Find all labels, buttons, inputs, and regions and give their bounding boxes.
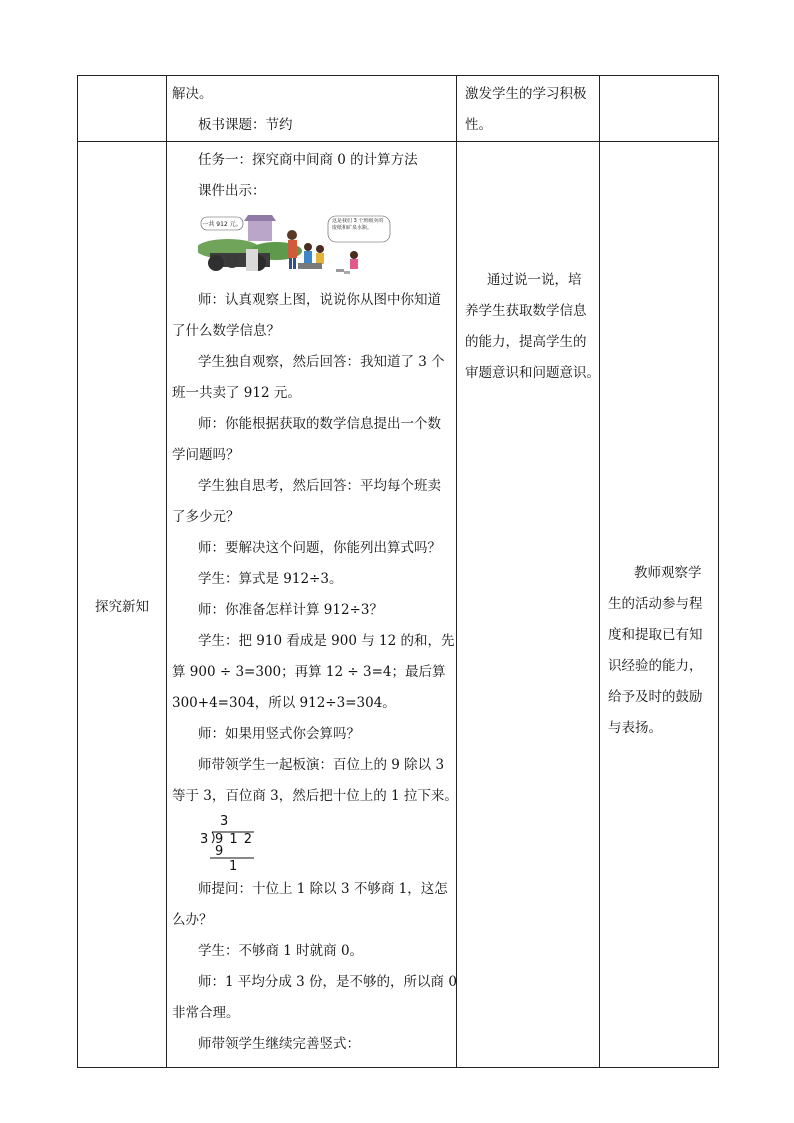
text-line: 师：你能根据获取的数学信息提出一个数	[198, 416, 441, 432]
speech-bubble-left: 一共 912 元。	[202, 221, 242, 228]
assessment-cell	[600, 142, 719, 1068]
activity-cell	[167, 76, 457, 142]
design-intent-cell	[457, 142, 600, 1068]
text-line: 师：如果用竖式你会算吗？	[198, 726, 360, 742]
text-line: 激发学生的学习积极	[465, 86, 587, 102]
text-line: 教师观察学	[634, 565, 702, 581]
text-line: 师带领学生继续完善竖式：	[198, 1036, 360, 1052]
text-line: 算 900 ÷ 3=300；再算 12 ÷ 3=4；最后算	[172, 664, 446, 680]
text-line: 课件出示：	[198, 183, 266, 199]
text-line: 给予及时的鼓励	[608, 689, 703, 705]
text-line: 300+4=304，所以 912÷3=304。	[172, 695, 396, 711]
stage-cell-empty	[78, 76, 167, 142]
text-line: 学生独自思考，然后回答：平均每个班卖	[198, 478, 441, 494]
text-line: 师：要解决这个问题，你能列出算式吗？	[198, 540, 441, 556]
remainder: 1	[229, 859, 238, 874]
text-line: 养学生获取数学信息	[465, 303, 587, 319]
text-line: 的能力，提高学生的	[465, 334, 587, 350]
divisor: 3	[200, 832, 209, 847]
text-line: 师：你准备怎样计算 912÷3？	[198, 602, 383, 618]
text-line: 等于 3，百位商 3，然后把十位上的 1 拉下来。	[172, 788, 458, 804]
text-line: 通过说一说，培	[487, 272, 582, 288]
text-line: 班一共卖了 912 元。	[172, 385, 301, 401]
stage-label: 探究新知	[78, 142, 167, 1068]
text-line: 性。	[465, 117, 492, 133]
dividend: 9 1 2	[215, 832, 254, 847]
text-line: 学问题吗？	[172, 447, 240, 463]
purpose-cell	[457, 76, 600, 142]
text-line: 学生：不够商 1 时就商 0。	[198, 943, 364, 959]
table-row-explore	[78, 142, 719, 1068]
recycling-illustration	[198, 213, 394, 279]
activity-cell	[167, 142, 457, 1068]
text-line: 生的活动参与程	[608, 596, 703, 612]
assessment-cell-empty	[600, 76, 719, 142]
text-line: 与表扬。	[608, 720, 662, 736]
text-line: 师：1 平均分成 3 份，是不够的，所以商 0	[198, 974, 457, 990]
long-division	[198, 812, 278, 874]
text-line: 了什么数学信息？	[172, 323, 280, 339]
text-line: 解决。	[172, 86, 213, 102]
text-line: 学生：把 910 看成是 900 与 12 的和，先	[198, 633, 455, 649]
text-line: 审题意识和问题意识。	[465, 365, 600, 381]
lesson-plan-table	[77, 75, 719, 1068]
partial-product: 9	[215, 844, 224, 859]
text-line: 师：认真观察上图，说说你从图中你知道	[198, 292, 441, 308]
text-line: 了多少元？	[172, 509, 240, 525]
text-line: 任务一：探究商中间商 0 的计算方法	[198, 152, 418, 168]
text-line: 板书课题：节约	[198, 117, 293, 133]
quotient-digit: 3	[220, 814, 229, 829]
text-line: 么办？	[172, 912, 213, 928]
text-line: 非常合理。	[172, 1005, 240, 1021]
text-line: 学生：算式是 912÷3。	[198, 571, 343, 587]
text-line: 师带领学生一起板演：百位上的 9 除以 3	[198, 757, 445, 773]
text-line: 识经验的能力，	[608, 658, 703, 674]
speech-bubble-right: 这是我们 3 个班级卖的废纸和矿泉水瓶。	[332, 218, 384, 231]
text-line: 学生独自观察，然后回答：我知道了 3 个	[198, 354, 445, 370]
table-row-intro	[78, 76, 719, 142]
text-line: 师提问：十位上 1 除以 3 不够商 1，这怎	[198, 881, 448, 897]
text-line: 度和提取已有知	[608, 627, 703, 643]
